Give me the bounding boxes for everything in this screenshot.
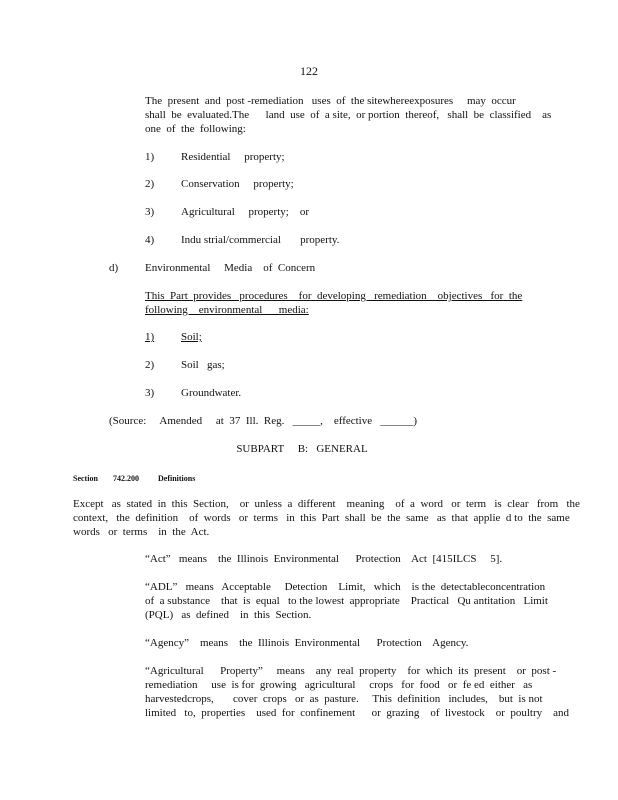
list-text: Indu strial/commercial property. xyxy=(181,234,340,246)
definition-line: “Act” means the Illinois Environmental Protection Act [415ILCS 5]. xyxy=(145,553,503,565)
paragraph-line: words or terms in the Act. xyxy=(73,526,210,538)
definition-line: “Agricultural Property” means any real property for which its present or post - xyxy=(145,665,557,677)
definition-line: of a substance that is equal to the lowest appropriate Practical Qu antitation Limit xyxy=(145,595,548,607)
list-text: Residential property; xyxy=(181,151,285,163)
intro-line: shall be evaluated.The land use of a site, or portion thereof, shall be classified as xyxy=(145,109,552,121)
definition-line: limited to, properties used for confinement or grazing of livestock or poultry and xyxy=(145,707,570,719)
definition-adl xyxy=(145,580,548,622)
paragraph-line: Except as stated in this Section, or unless a different meaning of a word or term is clear from the xyxy=(73,498,580,510)
definition-line: “Agency” means the Illinois Environmental Protection Agency. xyxy=(145,637,469,649)
list-number: 3) xyxy=(145,387,155,399)
definition-line: “ADL” means Acceptable Detection Limit, which is the detectableconcentration xyxy=(145,581,546,593)
section-label: Section xyxy=(73,474,98,483)
intro-paragraph xyxy=(145,94,552,136)
list-text: Agricultural property; or xyxy=(181,206,309,218)
list-text: Groundwater. xyxy=(181,387,242,399)
definition-agricultural-property xyxy=(145,664,570,720)
definition-line: (PQL) as defined in this Section. xyxy=(145,609,312,621)
subpart-heading: SUBPART B: GENERAL xyxy=(236,443,368,455)
paragraph-line: context, the definition of words or terms in this Part shall be the same as that applie d to the same xyxy=(73,512,570,524)
list-number: 1) xyxy=(145,151,155,163)
section-number: 742.200 xyxy=(113,474,139,483)
intro-line: The present and post -remediation uses of the sitewhereexposures may occur xyxy=(145,95,516,107)
list-number: 3) xyxy=(145,206,155,218)
list-number: 2) xyxy=(145,359,155,371)
source-note: (Source: Amended at 37 Ill. Reg. _____, effective ______) xyxy=(109,415,418,427)
subsection-label: d) xyxy=(109,262,119,274)
intro-line: one of the following: xyxy=(145,123,246,135)
list-text: Conservation property; xyxy=(181,178,294,190)
definition-line: remediation use is for growing agricultural crops for food or fe ed either as xyxy=(145,679,533,691)
list-number: 2) xyxy=(145,178,155,190)
subsection-title: Environmental Media of Concern xyxy=(145,262,316,274)
definition-act xyxy=(145,552,545,566)
except-paragraph xyxy=(73,497,580,539)
list-text: Soil gas; xyxy=(181,359,225,371)
page-number: 122 xyxy=(300,64,318,78)
media-paragraph-line: following environmental media: xyxy=(145,304,309,316)
list-text: Soil; xyxy=(181,331,202,343)
section-title: Definitions xyxy=(158,474,196,483)
list-number: 1) xyxy=(145,331,155,343)
list-number: 4) xyxy=(145,234,155,246)
definition-agency xyxy=(145,636,545,650)
media-paragraph-line: This Part provides procedures for developing remediation objectives for the xyxy=(145,290,523,302)
definition-line: harvestedcrops, cover crops or as pasture. This definition includes, but is not xyxy=(145,693,543,705)
